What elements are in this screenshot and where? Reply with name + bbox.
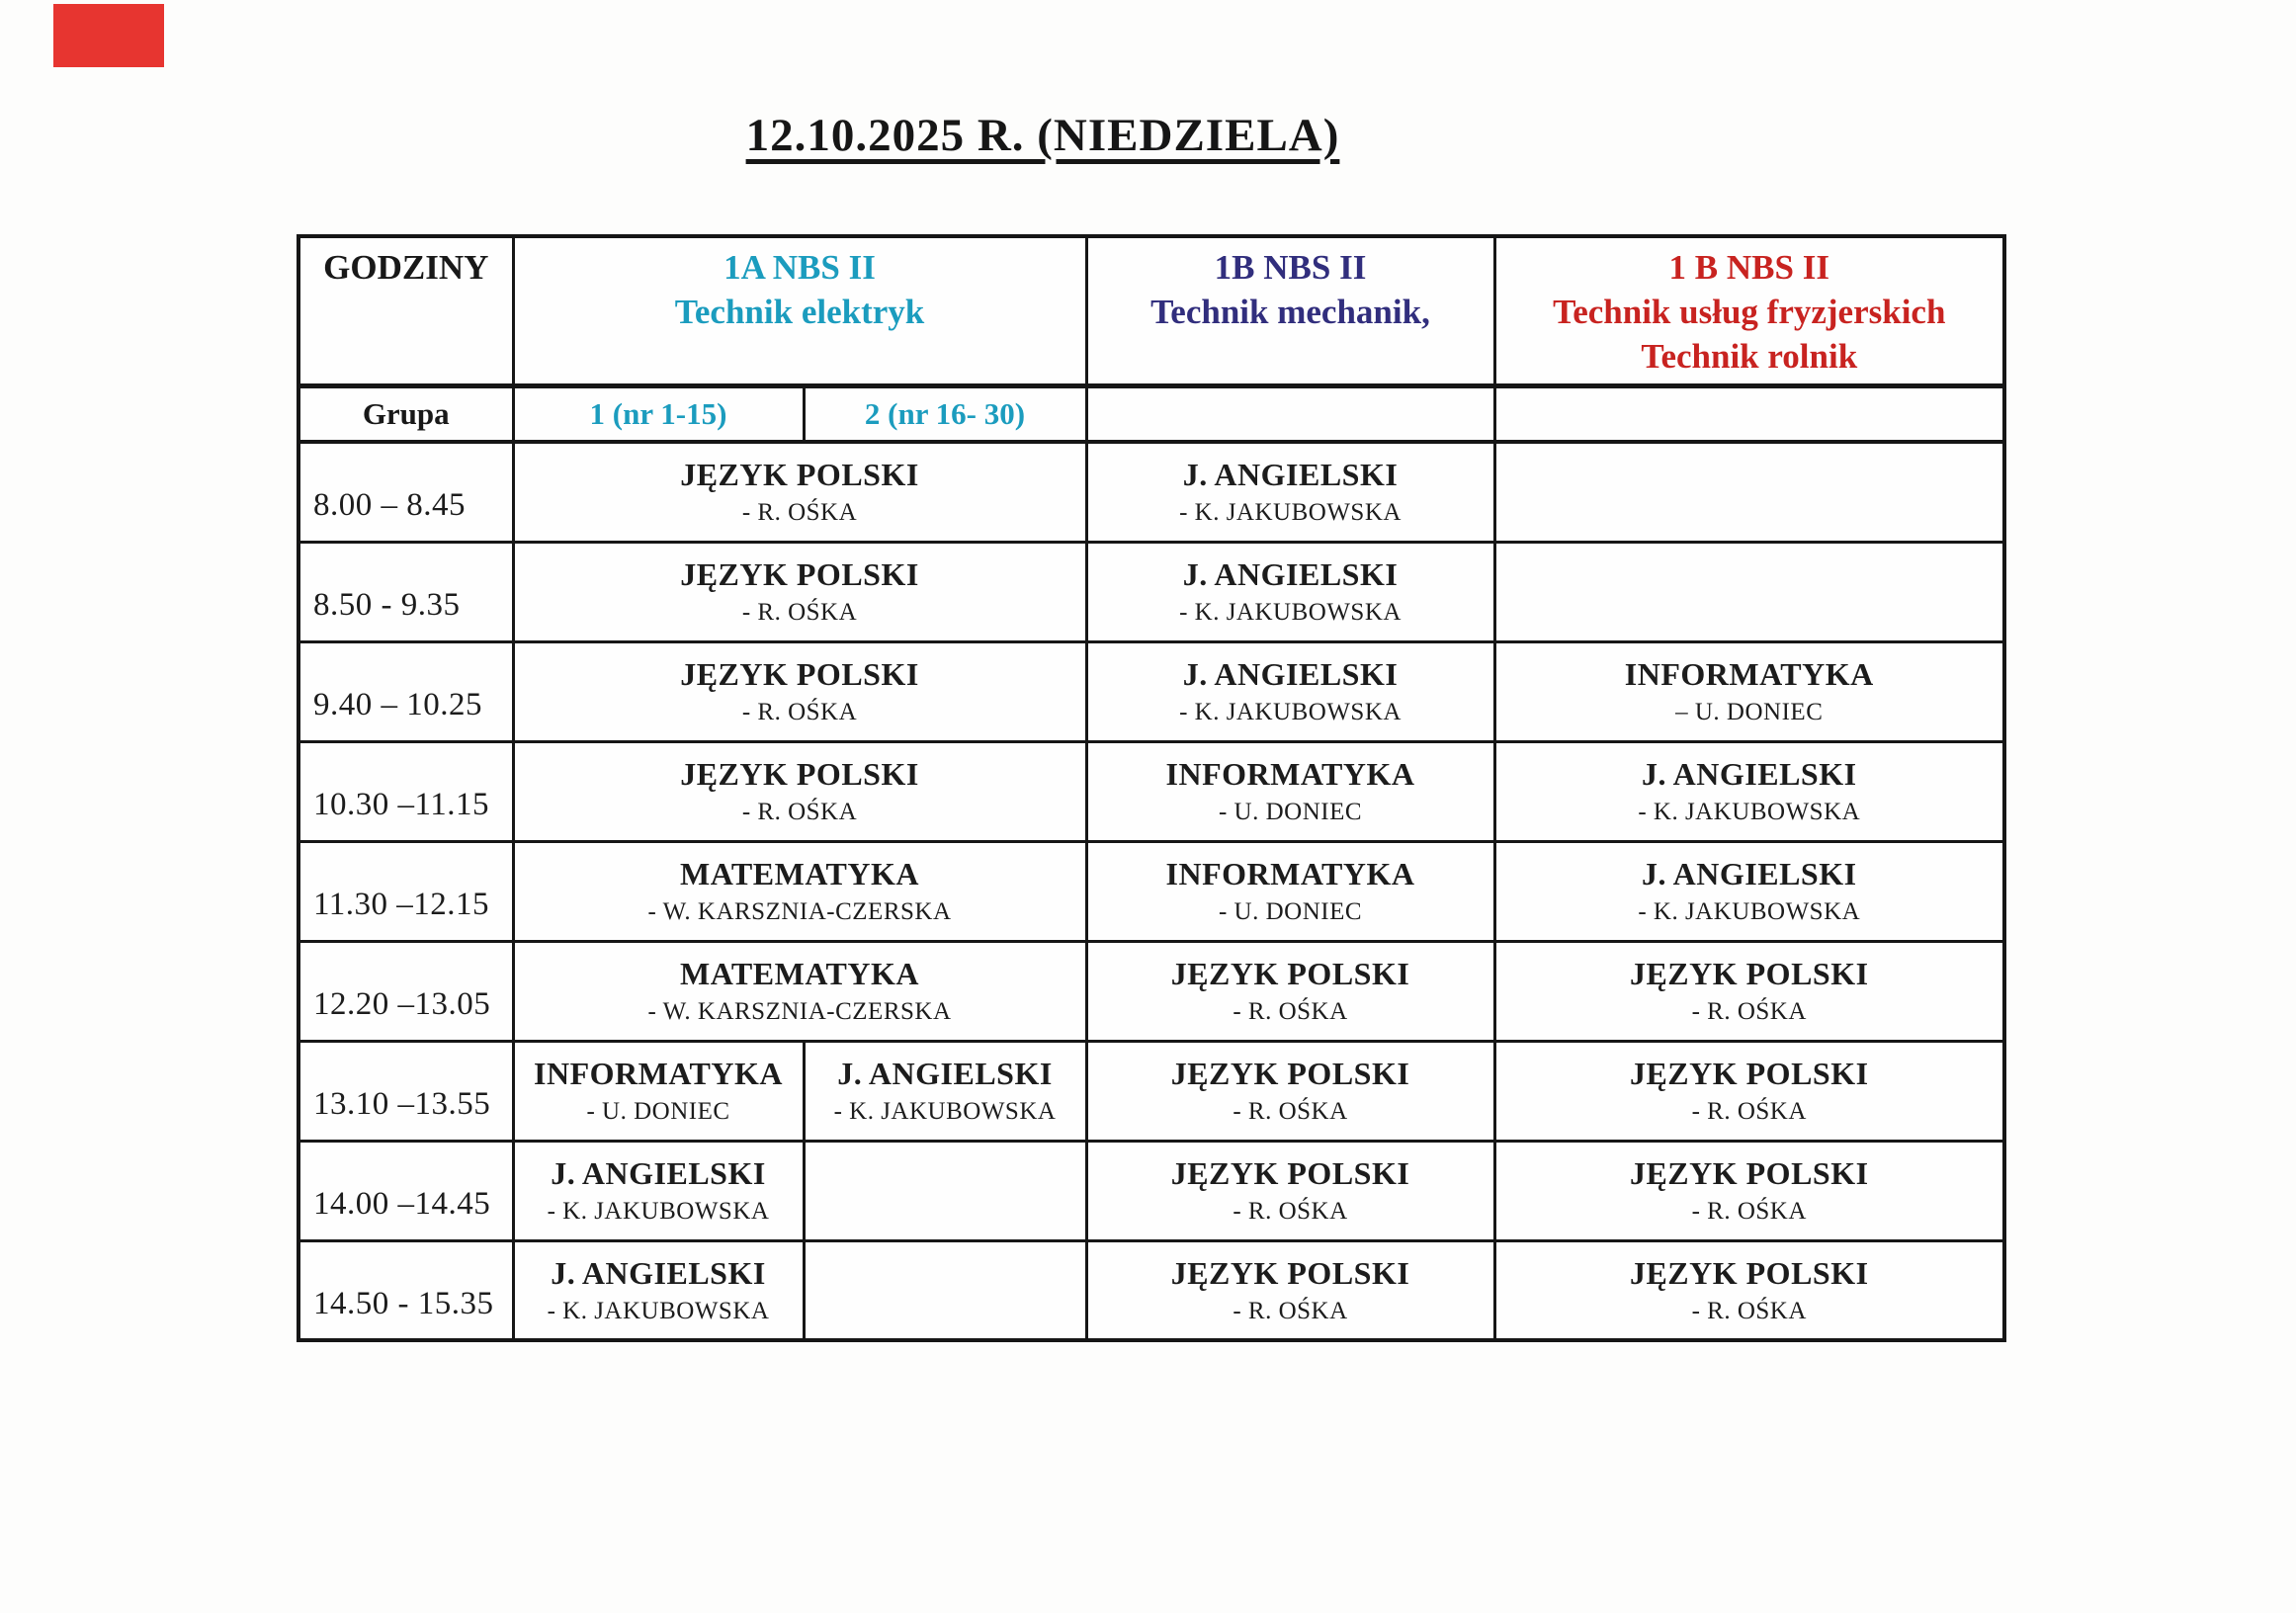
grupa-group-1: 1 (nr 1-15) <box>513 385 804 442</box>
class-c-profile-2: Technik rolnik <box>1641 336 1858 376</box>
lesson-teacher: - K. JAKUBOWSKA <box>1179 598 1402 626</box>
class-b-name: 1B NBS II <box>1214 248 1367 287</box>
lesson-subject: INFORMATYKA <box>1165 856 1415 892</box>
lesson-cell-a <box>513 741 1086 841</box>
lesson-teacher: - K. JAKUBOWSKA <box>833 1097 1057 1125</box>
lesson-cell-c <box>1494 1240 2004 1340</box>
timetable-row <box>298 741 2004 841</box>
lesson-subject: JĘZYK POLSKI <box>1170 956 1410 992</box>
time-cell: 8.50 - 9.35 <box>298 542 513 641</box>
lesson-subject: JĘZYK POLSKI <box>1629 956 1869 992</box>
lesson-cell-b <box>1086 1141 1494 1240</box>
class-a-name: 1A NBS II <box>723 248 876 287</box>
lesson-subject: MATEMATYKA <box>679 856 919 892</box>
timetable-row <box>298 1041 2004 1141</box>
lesson-cell-c <box>1494 542 2004 641</box>
lesson-teacher: - R. OŚKA <box>1233 1297 1348 1324</box>
lesson-subject: JĘZYK POLSKI <box>680 656 919 693</box>
lesson-cell-c <box>1494 741 2004 841</box>
lesson-cell-b <box>1086 1041 1494 1141</box>
lesson-subject: JĘZYK POLSKI <box>1629 1254 1869 1291</box>
lesson-cell-a <box>513 941 1086 1041</box>
lesson-teacher: - K. JAKUBOWSKA <box>1179 698 1402 725</box>
timetable-row <box>298 542 2004 641</box>
lesson-teacher: - U. DONIEC <box>1218 798 1363 825</box>
lesson-subject: INFORMATYKA <box>534 1056 783 1092</box>
lesson-cell-c <box>1494 1041 2004 1141</box>
scan-red-mark <box>53 4 164 67</box>
timetable-row <box>298 1240 2004 1340</box>
class-a-profile: Technik elektryk <box>674 292 925 331</box>
class-a-header <box>513 236 1086 385</box>
page-title: 12.10.2025 R. (NIEDZIELA) <box>745 110 1340 161</box>
time-cell: 10.30 –11.15 <box>298 741 513 841</box>
lesson-cell-b <box>1086 1240 1494 1340</box>
lesson-subject: MATEMATYKA <box>679 956 919 992</box>
lesson-subject: J. ANGIELSKI <box>551 1254 766 1291</box>
time-cell: 9.40 – 10.25 <box>298 641 513 741</box>
lesson-teacher: - K. JAKUBOWSKA <box>547 1197 770 1225</box>
time-cell: 11.30 –12.15 <box>298 841 513 941</box>
lesson-cell-a <box>513 442 1086 542</box>
lesson-teacher: - W. KARSZNIA-CZERSKA <box>647 897 952 925</box>
class-c-header <box>1494 236 2004 385</box>
timetable-row <box>298 841 2004 941</box>
lesson-cell-a <box>513 841 1086 941</box>
timetable-row <box>298 1141 2004 1240</box>
lesson-subject: J. ANGIELSKI <box>1182 457 1399 493</box>
lesson-cell-c <box>1494 941 2004 1041</box>
time-cell: 8.00 – 8.45 <box>298 442 513 542</box>
class-b-profile: Technik mechanik, <box>1150 292 1430 331</box>
lesson-teacher: - K. JAKUBOWSKA <box>1638 798 1861 825</box>
lesson-cell-a <box>513 641 1086 741</box>
class-c-name: 1 B NBS II <box>1668 248 1829 287</box>
lesson-cell-c <box>1494 442 2004 542</box>
lesson-cell-a2 <box>804 1141 1086 1240</box>
lesson-cell-b <box>1086 442 1494 542</box>
lesson-cell-a2 <box>804 1240 1086 1340</box>
timetable <box>297 234 2006 1342</box>
lesson-cell-b <box>1086 741 1494 841</box>
lesson-teacher: - U. DONIEC <box>1218 897 1363 925</box>
lesson-teacher: - R. OŚKA <box>1691 1297 1807 1324</box>
lesson-teacher: - R. OŚKA <box>741 798 858 825</box>
lesson-subject: JĘZYK POLSKI <box>1629 1056 1869 1092</box>
lesson-cell-c <box>1494 641 2004 741</box>
time-cell: 14.50 - 15.35 <box>298 1240 513 1340</box>
lesson-subject: J. ANGIELSKI <box>837 1056 1053 1092</box>
lesson-subject: JĘZYK POLSKI <box>1170 1056 1410 1092</box>
lesson-subject: J. ANGIELSKI <box>1182 556 1399 593</box>
timetable-row <box>298 941 2004 1041</box>
timetable-row <box>298 442 2004 542</box>
grupa-group-2: 2 (nr 16- 30) <box>804 385 1086 442</box>
time-cell: 13.10 –13.55 <box>298 1041 513 1141</box>
lesson-teacher: - K. JAKUBOWSKA <box>1638 897 1861 925</box>
lesson-subject: J. ANGIELSKI <box>1641 856 1857 892</box>
lesson-subject: JĘZYK POLSKI <box>1170 1155 1410 1192</box>
lesson-teacher: - R. OŚKA <box>741 598 858 626</box>
lesson-teacher: - R. OŚKA <box>741 698 858 725</box>
lesson-cell-a1 <box>513 1240 804 1340</box>
lesson-subject: JĘZYK POLSKI <box>1170 1254 1410 1291</box>
lesson-teacher: - R. OŚKA <box>1233 1097 1348 1125</box>
lesson-cell-a <box>513 542 1086 641</box>
lesson-cell-c <box>1494 841 2004 941</box>
grupa-row <box>298 385 2004 442</box>
lesson-teacher: - R. OŚKA <box>741 499 858 527</box>
lesson-teacher: - W. KARSZNIA-CZERSKA <box>647 997 952 1025</box>
lesson-cell-a1 <box>513 1141 804 1240</box>
time-cell: 12.20 –13.05 <box>298 941 513 1041</box>
lesson-subject: JĘZYK POLSKI <box>1629 1155 1869 1192</box>
lesson-subject: J. ANGIELSKI <box>1641 756 1857 793</box>
lesson-subject: INFORMATYKA <box>1165 756 1415 793</box>
lesson-teacher: - U. DONIEC <box>586 1097 730 1125</box>
grupa-empty-c <box>1494 385 2004 442</box>
lesson-cell-a2 <box>804 1041 1086 1141</box>
lesson-cell-b <box>1086 542 1494 641</box>
lesson-subject: JĘZYK POLSKI <box>680 556 919 593</box>
class-header-row <box>298 236 2004 385</box>
class-b-header <box>1086 236 1494 385</box>
lesson-teacher: - R. OŚKA <box>1233 997 1348 1025</box>
lesson-teacher: – U. DONIEC <box>1675 698 1824 725</box>
lesson-teacher: - R. OŚKA <box>1691 1197 1807 1225</box>
lesson-subject: INFORMATYKA <box>1624 656 1874 693</box>
lesson-teacher: - R. OŚKA <box>1691 1097 1807 1125</box>
lesson-teacher: - R. OŚKA <box>1233 1197 1348 1225</box>
lesson-subject: JĘZYK POLSKI <box>680 756 919 793</box>
lesson-subject: JĘZYK POLSKI <box>680 457 919 493</box>
lesson-cell-c <box>1494 1141 2004 1240</box>
lesson-teacher: - R. OŚKA <box>1691 997 1807 1025</box>
lesson-teacher: - K. JAKUBOWSKA <box>547 1297 770 1324</box>
lesson-teacher: - K. JAKUBOWSKA <box>1179 499 1402 527</box>
lesson-cell-b <box>1086 941 1494 1041</box>
lesson-subject: J. ANGIELSKI <box>551 1155 766 1192</box>
lesson-cell-a1 <box>513 1041 804 1141</box>
lesson-subject: J. ANGIELSKI <box>1182 656 1399 693</box>
godziny-header: GODZINY <box>298 236 513 385</box>
lesson-cell-b <box>1086 841 1494 941</box>
lesson-cell-b <box>1086 641 1494 741</box>
timetable-row <box>298 641 2004 741</box>
time-cell: 14.00 –14.45 <box>298 1141 513 1240</box>
grupa-empty-b <box>1086 385 1494 442</box>
grupa-label: Grupa <box>298 385 513 442</box>
class-c-profile-1: Technik usług fryzjerskich <box>1553 292 1946 331</box>
